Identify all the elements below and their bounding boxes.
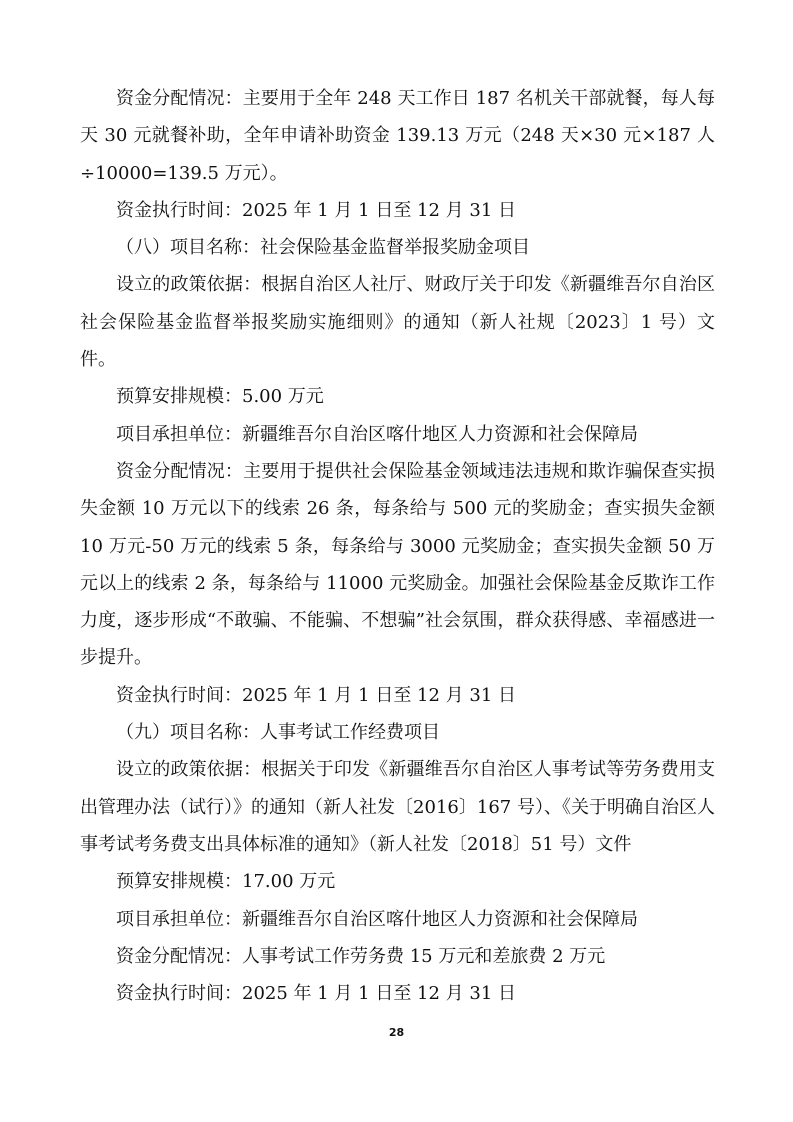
paragraph-project-9-budget: 预算安排规模：17.00 万元 [116,871,336,893]
paragraph-project-8-allocation: 资金分配情况：主要用于提供社会保险基金领域违法违规和欺诈骗保查实损失金额 10 万元以下的线索 26 条，每条给与 500 元的奖励金；查实损失金额 10 万元-50 万元的线索 5 条，每条给与 3000 元奖励金；查实损失金额 50 万元以上的线索 2 条，每条给与 11000 元奖励金。加强社会保险基金反欺诈工作力度，逐步形成“不敢骗、不能骗、不想骗”社会氛围，群众获得感、幸福感进一步提升。 [80,460,715,669]
paragraph-project-8-budget: 预算安排规模：5.00 万元 [116,386,324,408]
paragraph-fund-allocation-meals: 资金分配情况：主要用于全年 248 天工作日 187 名机关干部就餐，每人每天 30 元就餐补助，全年申请补助资金 139.13 万元（248 天×30 元×187 人÷10000=139.5 万元）。 [80,88,715,184]
page-number: 28 [388,1026,405,1039]
paragraph-project-9-unit: 项目承担单位：新疆维吾尔自治区喀什地区人力资源和社会保障局 [116,908,638,930]
paragraph-project-9-title: （九）项目名称：人事考试工作经费项目 [116,722,440,744]
paragraph-project-9-allocation: 资金分配情况：人事考试工作劳务费 15 万元和差旅费 2 万元 [116,945,606,967]
paragraph-project-9-policy-basis: 设立的政策依据：根据关于印发《新疆维吾尔自治区人事考试等劳务费用支出管理办法（试行）》的通知（新人社发〔2016〕167 号）、《关于明确自治区人事考试考务费支出具体标准的通知》（新人社发〔2018〕51 号）文件 [80,759,715,855]
paragraph-execution-time-2: 资金执行时间：2025 年 1 月 1 日至 12 月 31 日 [116,684,517,706]
document-body [80,80,715,1012]
paragraph-project-8-unit: 项目承担单位：新疆维吾尔自治区喀什地区人力资源和社会保障局 [116,423,638,445]
paragraph-project-8-policy-basis: 设立的政策依据：根据自治区人社厅、财政厅关于印发《新疆维吾尔自治区社会保险基金监督举报奖励实施细则》的通知（新人社规〔2023〕1 号）文件。 [80,274,715,371]
paragraph-execution-time-1: 资金执行时间：2025 年 1 月 1 日至 12 月 31 日 [116,199,517,221]
paragraph-project-8-title: （八）项目名称：社会保险基金监督举报奖励金项目 [116,237,530,259]
paragraph-execution-time-3: 资金执行时间：2025 年 1 月 1 日至 12 月 31 日 [116,983,517,1005]
